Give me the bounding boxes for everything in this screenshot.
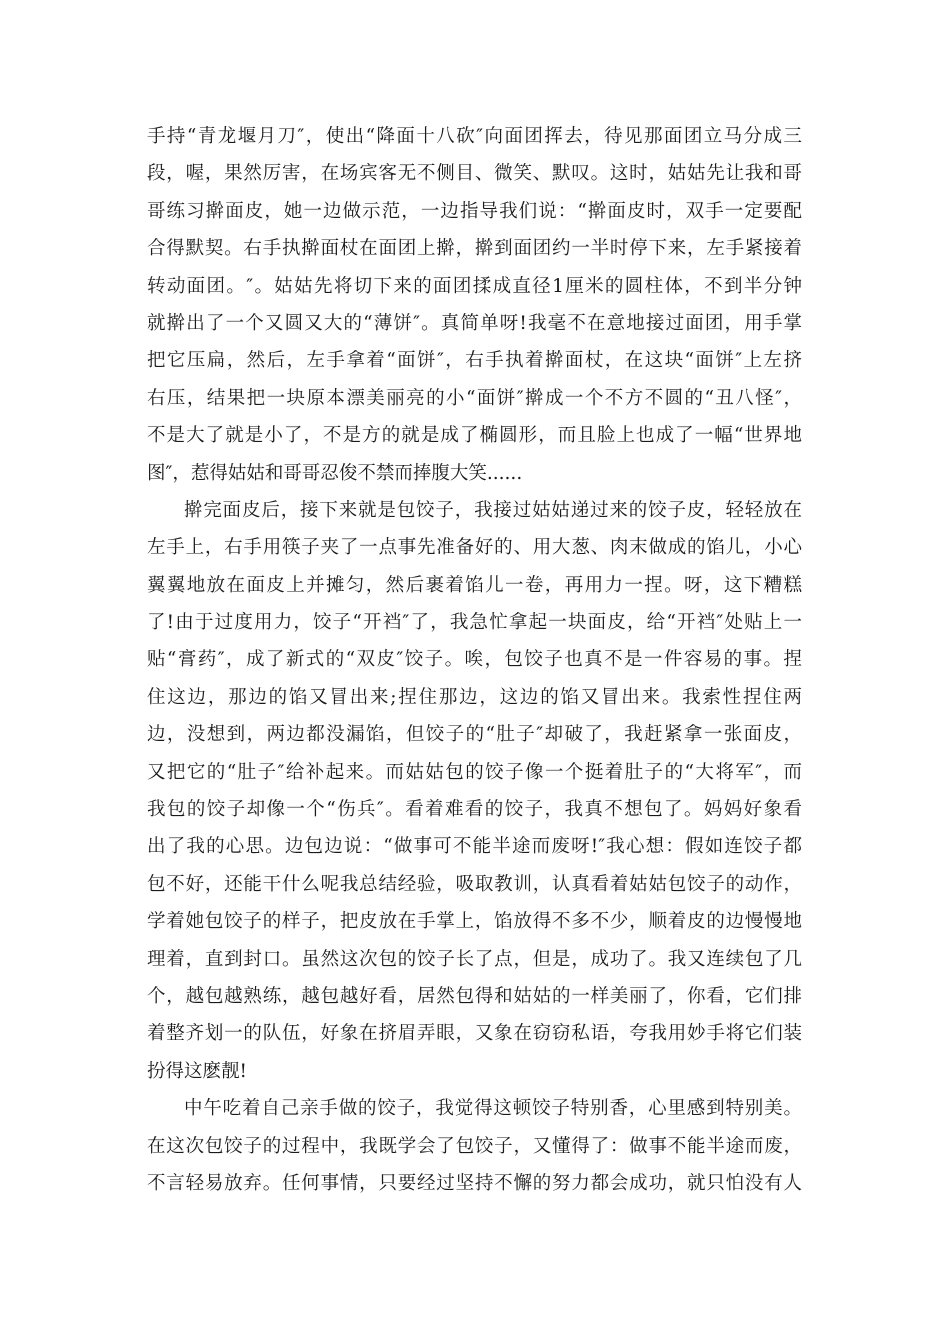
text-line: 理着，直到封口。虽然这次包的饺子长了点，但是，成功了。我又连续包了几	[147, 948, 802, 970]
text-line: 右压，结果把一块原本漂美丽亮的小“面饼″擀成一个不方不圆的“丑八怪″，	[147, 387, 802, 409]
text-line: 个，越包越熟练，越包越好看，居然包得和姑姑的一样美丽了，你看，它们排	[147, 985, 802, 1007]
text-line: 左手上，右手用筷子夹了一点事先准备好的、用大葱、肉末做成的馅儿，小心	[147, 537, 802, 559]
text-line: 又把它的“肚子″给补起来。而姑姑包的饺子像一个挺着肚子的“大将军″，而	[147, 761, 802, 783]
text-line: 哥练习擀面皮，她一边做示范，一边指导我们说：“擀面皮时，双手一定要配	[147, 200, 802, 222]
text-line: 边，没想到，两边都没漏馅，但饺子的“肚子″却破了，我赶紧拿一张面皮，	[147, 724, 802, 746]
text-line: 学着她包饺子的样子，把皮放在手掌上，馅放得不多不少，顺着皮的边慢慢地	[147, 911, 802, 933]
text-line: 转动面团。″。姑姑先将切下来的面团揉成直径1厘米的圆柱体，不到半分钟	[147, 275, 802, 297]
text-line: 住这边，那边的馅又冒出来;捏住那边，这边的馅又冒出来。我索性捏住两	[147, 686, 802, 708]
text-line: 不是大了就是小了，不是方的就是成了椭圆形，而且脸上也成了一幅“世界地	[147, 425, 802, 447]
text-line: 了!由于过度用力，饺子“开裆″了，我急忙拿起一块面皮，给“开裆″处贴上一	[147, 612, 802, 634]
text-line: 中午吃着自己亲手做的饺子，我觉得这顿饺子特别香，心里感到特别美。	[184, 1098, 802, 1120]
text-line: 扮得这麽靓!	[147, 1060, 247, 1082]
text-line: 擀完面皮后，接下来就是包饺子，我接过姑姑递过来的饺子皮，轻轻放在	[184, 499, 802, 521]
paragraph-2	[147, 492, 802, 1090]
text-line: 合得默契。右手执擀面杖在面团上擀，擀到面团约一半时停下来，左手紧接着	[147, 238, 802, 260]
paragraph-3	[147, 1090, 802, 1202]
paragraph-1	[147, 118, 802, 492]
text-line: 把它压扁，然后，左手拿着“面饼″，右手执着擀面杖，在这块“面饼″上左挤	[147, 350, 802, 372]
text-line: 着整齐划一的队伍，好象在挤眉弄眼，又象在窃窃私语，夸我用妙手将它们装	[147, 1023, 802, 1045]
text-line: 贴“膏药″，成了新式的“双皮″饺子。唉，包饺子也真不是一件容易的事。捏	[147, 649, 802, 671]
text-line: 手持“青龙堰月刀″，使出“降面十八砍″向面团挥去，待见那面团立马分成三	[147, 126, 802, 147]
text-line: 段，喔，果然厉害，在场宾客无不侧目、微笑、默叹。这时，姑姑先让我和哥	[147, 163, 802, 185]
text-line: 包不好，还能干什么呢我总结经验，吸取教训，认真看着姑姑包饺子的动作，	[147, 873, 802, 895]
text-line: 不言轻易放弃。任何事情，只要经过坚持不懈的努力都会成功，就只怕没有人	[147, 1172, 802, 1194]
text-line: 我包的饺子却像一个“伤兵″。看着难看的饺子，我真不想包了。妈妈好象看	[147, 799, 802, 821]
text-line: 翼翼地放在面皮上并摊匀，然后裹着馅儿一卷，再用力一捏。呀，这下糟糕	[147, 574, 802, 596]
text-line: 在这次包饺子的过程中，我既学会了包饺子，又懂得了：做事不能半途而废，	[147, 1135, 802, 1157]
document-body	[147, 118, 802, 1202]
text-line: 出了我的心思。边包边说：“做事可不能半途而废呀!″我心想：假如连饺子都	[147, 836, 802, 858]
text-line: 就擀出了一个又圆又大的“薄饼″。真简单呀!我毫不在意地接过面团，用手掌	[147, 312, 802, 334]
text-line: 图″，惹得姑姑和哥哥忍俊不禁而捧腹大笑......	[147, 462, 523, 484]
